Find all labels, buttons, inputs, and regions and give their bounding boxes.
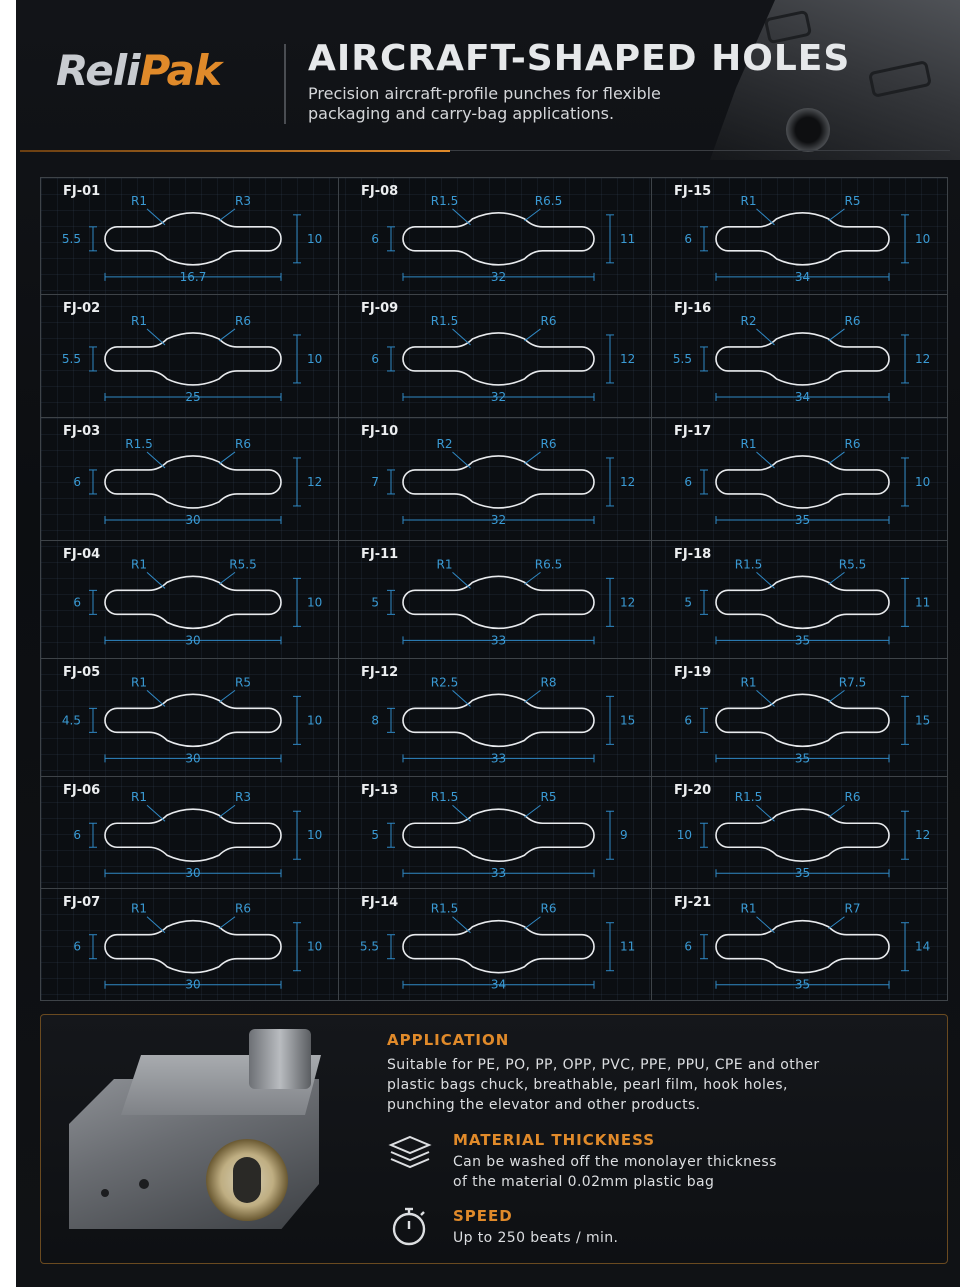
radius-small-label: R1 — [740, 675, 757, 690]
bottom-dimension-value: 25 — [185, 389, 201, 404]
radius-small-label: R1 — [131, 193, 147, 208]
bottom-dimension-value: 35 — [794, 977, 811, 992]
right-dimension-value: 10 — [307, 595, 323, 610]
right-dimension-value: 14 — [915, 939, 931, 954]
left-dimension-value: 6 — [73, 474, 81, 489]
right-dimension-value: 10 — [915, 474, 931, 489]
shape-drawing — [339, 541, 652, 659]
radius-small-label: R1 — [131, 901, 147, 916]
shape-cell — [339, 659, 652, 777]
info-panel — [40, 1014, 948, 1264]
radius-large-label: R3 — [235, 193, 251, 208]
cell-code: FJ-19 — [674, 665, 712, 680]
header-divider — [284, 44, 286, 124]
aircraft-hole-outline — [716, 809, 889, 861]
shape-drawing — [41, 541, 339, 659]
cell-code: FJ-21 — [674, 895, 712, 910]
radius-large-label: R5 — [235, 675, 251, 690]
left-dimension-value: 5.5 — [672, 351, 692, 366]
aircraft-hole-outline — [716, 694, 889, 746]
aircraft-hole-outline — [716, 576, 889, 628]
shape-cell — [652, 777, 947, 889]
cell-code: FJ-10 — [361, 424, 399, 439]
shape-drawing — [41, 178, 339, 295]
radius-large-leader — [219, 329, 235, 341]
radius-large-label: R5 — [540, 790, 557, 805]
radius-large-leader — [829, 209, 845, 221]
right-dimension-value: 15 — [915, 713, 931, 728]
cell-code: FJ-01 — [63, 184, 101, 199]
radius-small-label: R1 — [740, 901, 757, 916]
aircraft-hole-outline — [716, 456, 889, 508]
right-dimension-value: 10 — [307, 713, 323, 728]
radius-large-label: R3 — [235, 790, 251, 805]
radius-small-leader — [147, 452, 165, 468]
right-dimension-value: 12 — [915, 828, 931, 843]
cell-code: FJ-05 — [63, 665, 101, 680]
left-dimension-value: 5 — [371, 595, 379, 610]
shape-cell — [41, 418, 339, 541]
shape-cell — [339, 295, 652, 418]
radius-small-leader — [757, 452, 775, 468]
radius-small-leader — [453, 917, 471, 933]
right-dimension-value: 10 — [307, 939, 323, 954]
shape-cell — [652, 889, 947, 1000]
shape-drawing — [652, 178, 947, 295]
radius-large-leader — [525, 917, 541, 929]
radius-small-label: R1.5 — [734, 790, 763, 805]
thickness-title: MATERIAL THICKNESS — [453, 1131, 656, 1149]
left-dimension-value: 10 — [676, 828, 692, 843]
right-dimension-value: 12 — [307, 474, 323, 489]
aircraft-hole-outline — [403, 809, 594, 861]
machine-bolt — [101, 1189, 109, 1197]
radius-large-leader — [829, 329, 845, 341]
bottom-dimension-value: 30 — [185, 512, 201, 527]
radius-large-leader — [219, 452, 235, 464]
radius-large-label: R6 — [844, 790, 861, 805]
radius-small-label: R1.5 — [430, 790, 459, 805]
radius-large-label: R6 — [540, 313, 557, 328]
cell-code: FJ-15 — [674, 184, 712, 199]
radius-small-leader — [757, 329, 775, 345]
shape-cell — [41, 659, 339, 777]
shape-drawing — [339, 889, 652, 1000]
cell-code: FJ-04 — [63, 547, 101, 562]
speed-title: SPEED — [453, 1207, 513, 1225]
aircraft-hole-outline — [403, 921, 594, 973]
shape-cell — [652, 178, 947, 295]
left-dimension-value: 5.5 — [61, 231, 81, 246]
shape-cell — [652, 295, 947, 418]
shape-drawing — [339, 777, 652, 889]
right-dimension-value: 15 — [620, 713, 636, 728]
radius-large-leader — [219, 209, 235, 221]
radius-large-leader — [219, 690, 235, 702]
radius-large-label: R5.5 — [229, 557, 257, 572]
bottom-dimension-value: 34 — [794, 269, 811, 284]
right-dimension-value: 11 — [620, 939, 636, 954]
aircraft-hole-outline — [716, 921, 889, 973]
shape-drawing — [339, 178, 652, 295]
application-line-3: punching the elevator and other products. — [387, 1097, 701, 1113]
application-line-2: plastic bags chuck, breathable, pearl film, hook holes, — [387, 1077, 788, 1093]
radius-large-leader — [525, 805, 541, 817]
bottom-dimension-value: 16.7 — [179, 269, 207, 284]
right-dimension-value: 12 — [620, 351, 636, 366]
bottom-dimension-value: 33 — [490, 633, 507, 648]
left-dimension-value: 6 — [73, 595, 81, 610]
radius-small-label: R1 — [740, 436, 757, 451]
shape-cell — [652, 659, 947, 777]
aircraft-hole-outline — [403, 456, 594, 508]
left-dimension-value: 8 — [371, 713, 379, 728]
brand-logo — [56, 46, 221, 95]
punch-machine-image — [61, 1029, 331, 1249]
left-dimension-value: 6 — [684, 713, 692, 728]
cell-code: FJ-08 — [361, 184, 399, 199]
radius-small-label: R1 — [436, 557, 453, 572]
page-subtitle: Precision aircraft-profile punches for flexible packaging and carry-bag applications. — [308, 84, 661, 123]
left-dimension-value: 6 — [684, 939, 692, 954]
shape-cell — [41, 178, 339, 295]
aircraft-hole-outline — [105, 333, 281, 385]
shape-cell — [41, 889, 339, 1000]
aircraft-hole-outline — [403, 694, 594, 746]
radius-large-label: R6 — [540, 901, 557, 916]
aircraft-hole-outline — [403, 213, 594, 265]
radius-small-leader — [147, 329, 165, 345]
radius-small-leader — [147, 690, 165, 706]
radius-large-leader — [829, 917, 845, 929]
radius-small-leader — [757, 917, 775, 933]
shape-drawing — [652, 295, 947, 418]
shape-cell — [339, 889, 652, 1000]
left-dimension-value: 6 — [684, 231, 692, 246]
radius-large-leader — [525, 452, 541, 464]
bottom-dimension-value: 35 — [794, 633, 811, 648]
right-dimension-value: 10 — [307, 351, 323, 366]
machine-punch-slot — [233, 1157, 261, 1203]
aircraft-hole-outline — [105, 576, 281, 628]
bottom-dimension-value: 30 — [185, 977, 201, 992]
cell-code: FJ-02 — [63, 301, 101, 316]
shape-drawing — [652, 418, 947, 541]
radius-large-label: R6 — [235, 313, 251, 328]
shape-cell — [339, 777, 652, 889]
shape-drawing — [41, 889, 339, 1000]
page-title: AIRCRAFT-SHAPED HOLES — [308, 38, 851, 79]
radius-small-label: R2 — [740, 313, 757, 328]
radius-large-leader — [829, 572, 845, 584]
radius-small-label: R1 — [131, 790, 147, 805]
left-dimension-value: 6 — [73, 939, 81, 954]
aircraft-hole-outline — [105, 456, 281, 508]
thickness-line-2: of the material 0.02mm plastic bag — [453, 1174, 715, 1190]
radius-small-label: R1 — [131, 675, 147, 690]
shape-cell — [339, 178, 652, 295]
radius-large-leader — [525, 209, 541, 221]
radius-small-label: R2 — [436, 436, 453, 451]
speed-line-1: Up to 250 beats / min. — [453, 1230, 619, 1246]
bottom-dimension-value: 35 — [794, 866, 811, 881]
cell-code: FJ-16 — [674, 301, 712, 316]
radius-small-label: R1 — [131, 313, 147, 328]
radius-large-label: R6.5 — [534, 557, 563, 572]
radius-small-label: R1 — [131, 557, 147, 572]
shape-drawing — [41, 777, 339, 889]
cell-code: FJ-03 — [63, 424, 101, 439]
right-dimension-value: 11 — [915, 595, 931, 610]
shape-drawing — [339, 295, 652, 418]
cell-code: FJ-11 — [361, 547, 399, 562]
left-dimension-value: 6 — [371, 351, 379, 366]
aircraft-hole-outline — [403, 576, 594, 628]
radius-small-leader — [453, 805, 471, 821]
cell-code: FJ-17 — [674, 424, 712, 439]
bottom-dimension-value: 30 — [185, 751, 201, 766]
radius-large-leader — [525, 329, 541, 341]
left-dimension-value: 6 — [684, 474, 692, 489]
radius-large-label: R5.5 — [838, 557, 867, 572]
cell-code: FJ-09 — [361, 301, 399, 316]
shape-cell — [339, 418, 652, 541]
radius-large-label: R6 — [235, 901, 251, 916]
radius-large-leader — [219, 917, 235, 929]
bottom-dimension-value: 33 — [490, 866, 507, 881]
shape-drawing — [339, 659, 652, 777]
radius-small-label: R2.5 — [430, 675, 459, 690]
right-dimension-value: 12 — [620, 595, 636, 610]
bottom-dimension-value: 35 — [794, 751, 811, 766]
radius-large-label: R5 — [844, 193, 861, 208]
radius-small-label: R1 — [740, 193, 757, 208]
bottom-dimension-value: 35 — [794, 512, 811, 527]
bottom-dimension-value: 34 — [794, 389, 811, 404]
radius-large-leader — [829, 690, 845, 702]
cell-code: FJ-20 — [674, 783, 712, 798]
left-dimension-value: 7 — [371, 474, 379, 489]
radius-small-leader — [453, 572, 471, 588]
shape-cell — [41, 777, 339, 889]
radius-small-leader — [453, 690, 471, 706]
shape-drawing — [652, 777, 947, 889]
aircraft-hole-outline — [403, 333, 594, 385]
shape-drawing — [652, 659, 947, 777]
radius-large-label: R7 — [844, 901, 861, 916]
left-dimension-value: 6 — [73, 828, 81, 843]
application-line-1: Suitable for PE, PO, PP, OPP, PVC, PPE, PPU, CPE and other — [387, 1057, 820, 1073]
machine-bolt — [139, 1179, 149, 1189]
shape-drawing — [652, 541, 947, 659]
application-title: APPLICATION — [387, 1031, 510, 1049]
aircraft-hole-outline — [105, 694, 281, 746]
shape-cell — [339, 541, 652, 659]
radius-small-leader — [757, 572, 775, 588]
right-dimension-value: 10 — [307, 231, 323, 246]
cell-code: FJ-12 — [361, 665, 399, 680]
cell-code: FJ-13 — [361, 783, 399, 798]
shape-drawing — [339, 418, 652, 541]
bottom-dimension-value: 30 — [185, 866, 201, 881]
radius-small-leader — [147, 917, 165, 933]
radius-large-leader — [525, 690, 541, 702]
radius-small-leader — [147, 572, 165, 588]
left-dimension-value: 4.5 — [61, 713, 81, 728]
radius-large-label: R7.5 — [838, 675, 867, 690]
radius-small-leader — [453, 452, 471, 468]
radius-small-leader — [453, 209, 471, 225]
aircraft-hole-outline — [716, 333, 889, 385]
radius-small-leader — [147, 805, 165, 821]
bottom-dimension-value: 32 — [490, 512, 507, 527]
radius-small-leader — [147, 209, 165, 225]
aircraft-hole-outline — [105, 921, 281, 973]
shape-cell — [41, 295, 339, 418]
radius-small-label: R1.5 — [430, 193, 459, 208]
radius-small-leader — [453, 329, 471, 345]
right-dimension-value: 11 — [620, 231, 636, 246]
radius-large-label: R6 — [540, 436, 557, 451]
left-dimension-value: 5 — [684, 595, 692, 610]
bottom-dimension-value: 32 — [490, 389, 507, 404]
radius-large-leader — [219, 805, 235, 817]
radius-large-label: R6 — [844, 436, 861, 451]
left-dimension-value: 5.5 — [359, 939, 379, 954]
right-dimension-value: 10 — [307, 828, 323, 843]
bottom-dimension-value: 32 — [490, 269, 507, 284]
header — [16, 0, 960, 160]
aircraft-hole-outline — [105, 213, 281, 265]
radius-small-leader — [757, 209, 775, 225]
radius-large-leader — [525, 572, 541, 584]
bottom-dimension-value: 30 — [185, 633, 201, 648]
shape-drawing — [41, 418, 339, 541]
radius-large-leader — [219, 572, 235, 584]
right-dimension-value: 12 — [620, 474, 636, 489]
shape-drawing — [652, 889, 947, 1000]
header-machine-hole — [786, 108, 830, 152]
radius-large-label: R6.5 — [534, 193, 563, 208]
layers-icon — [387, 1131, 433, 1177]
radius-small-label: R1.5 — [734, 557, 763, 572]
cell-code: FJ-14 — [361, 895, 399, 910]
aircraft-hole-outline — [105, 809, 281, 861]
page — [16, 0, 960, 1287]
radius-large-label: R6 — [844, 313, 861, 328]
radius-large-leader — [829, 452, 845, 464]
machine-cylinder — [249, 1029, 311, 1089]
left-dimension-value: 6 — [371, 231, 379, 246]
left-dimension-value: 5 — [371, 828, 379, 843]
radius-small-leader — [757, 690, 775, 706]
radius-small-label: R1.5 — [125, 436, 153, 451]
radius-large-label: R8 — [540, 675, 557, 690]
shape-cell — [652, 418, 947, 541]
shape-cell — [41, 541, 339, 659]
radius-small-label: R1.5 — [430, 901, 459, 916]
shape-drawing — [41, 295, 339, 418]
left-dimension-value: 5.5 — [61, 351, 81, 366]
right-dimension-value: 9 — [620, 828, 628, 843]
header-accent-line — [20, 150, 450, 152]
brand-logo-part2: Pak — [139, 46, 221, 95]
cell-code: FJ-07 — [63, 895, 101, 910]
header-rule — [450, 150, 950, 151]
radius-small-leader — [757, 805, 775, 821]
radius-large-leader — [829, 805, 845, 817]
radius-large-label: R6 — [235, 436, 251, 451]
shape-cell — [652, 541, 947, 659]
shape-grid — [40, 177, 948, 1001]
stopwatch-icon — [387, 1203, 433, 1249]
radius-small-label: R1.5 — [430, 313, 459, 328]
bottom-dimension-value: 34 — [490, 977, 507, 992]
bottom-dimension-value: 33 — [490, 751, 507, 766]
aircraft-hole-outline — [716, 213, 889, 265]
right-dimension-value: 10 — [915, 231, 931, 246]
cell-code: FJ-18 — [674, 547, 712, 562]
shape-drawing — [41, 659, 339, 777]
cell-code: FJ-06 — [63, 783, 101, 798]
right-dimension-value: 12 — [915, 351, 931, 366]
brand-logo-part1: Reli — [56, 46, 140, 95]
thickness-line-1: Can be washed off the monolayer thickness — [453, 1154, 777, 1170]
